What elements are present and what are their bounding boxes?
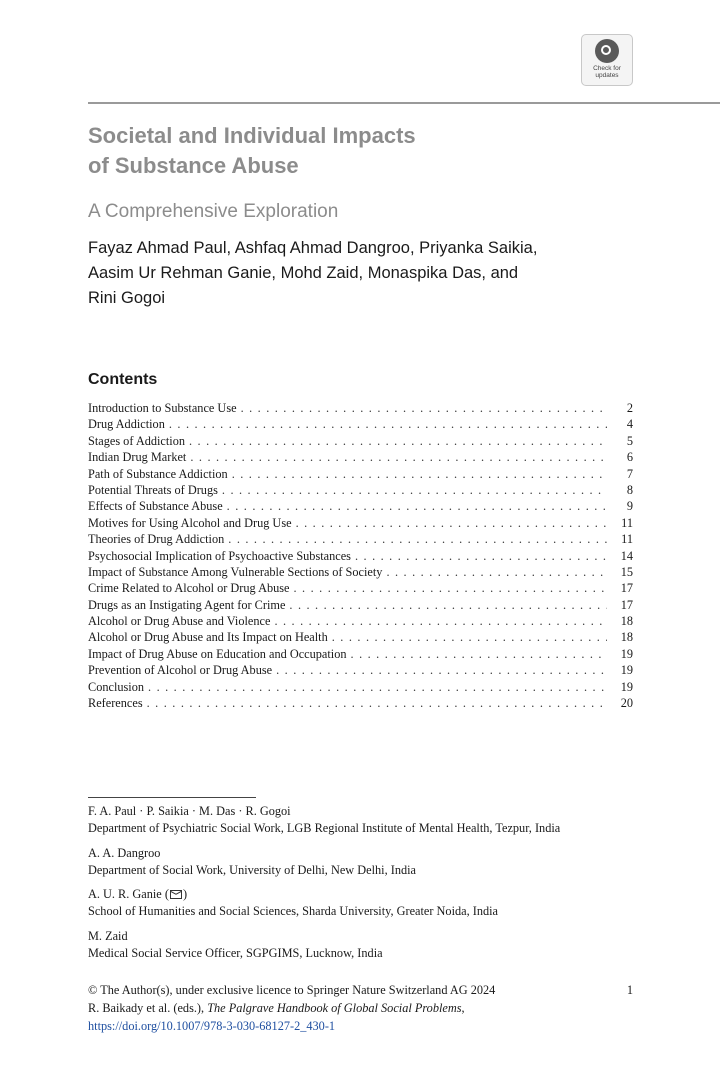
toc-entry-title: References xyxy=(88,696,143,711)
toc-leader xyxy=(289,597,607,613)
toc-entry[interactable] xyxy=(88,662,633,678)
toc-entry-page: 5 xyxy=(626,433,633,448)
toc-entry[interactable] xyxy=(88,679,633,695)
toc-entry-title: Psychosocial Implication of Psychoactive Substances xyxy=(88,548,351,563)
affiliation-names: A. A. Dangroo xyxy=(88,846,161,860)
doi-link[interactable]: https://doi.org/10.1007/978-3-030-68127-2_430-1 xyxy=(88,1019,336,1033)
authors-line1: Fayaz Ahmad Paul, Ashfaq Ahmad Dangroo, Priyanka Saikia, xyxy=(88,239,538,257)
toc-leader xyxy=(294,580,608,596)
toc-entry-page: 17 xyxy=(620,581,633,596)
toc-entry-title: Effects of Substance Abuse xyxy=(88,499,223,514)
toc-entry-page: 7 xyxy=(626,466,633,481)
toc-entry-page: 18 xyxy=(620,630,633,645)
toc-entry-title: Path of Substance Addiction xyxy=(88,466,228,481)
toc-leader xyxy=(241,400,607,416)
toc-entry-title: Introduction to Substance Use xyxy=(88,401,237,415)
toc-leader xyxy=(351,646,607,662)
affiliation-names: A. U. R. Ganie xyxy=(88,887,162,901)
toc-entry-page: 19 xyxy=(620,663,633,678)
toc-entry[interactable] xyxy=(88,531,633,547)
toc-entry-page: 2 xyxy=(626,401,633,415)
toc-entry-page: 19 xyxy=(620,646,633,661)
toc-entry-page: 15 xyxy=(620,564,633,579)
toc-entry-title: Indian Drug Market xyxy=(88,450,187,465)
citation-suffix: , xyxy=(461,1001,465,1015)
toc-entry[interactable] xyxy=(88,580,633,596)
toc-entry[interactable] xyxy=(88,646,633,662)
badge-label-line2: updates xyxy=(595,72,619,79)
toc-entry-title: Alcohol or Drug Abuse and Violence xyxy=(88,614,271,629)
toc-entry-title: Motives for Using Alcohol and Drug Use xyxy=(88,515,292,530)
toc-leader xyxy=(274,613,607,629)
toc-entry-page: 19 xyxy=(620,679,633,694)
author-list xyxy=(88,236,648,311)
toc-entry-title: Alcohol or Drug Abuse and Its Impact on Health xyxy=(88,630,328,645)
toc-entry[interactable] xyxy=(88,597,633,613)
toc-entry[interactable] xyxy=(88,695,633,711)
affiliation-department: Department of Psychiatric Social Work, LGB Regional Institute of Mental Health, Tezpur, India xyxy=(88,821,561,835)
toc-leader xyxy=(147,695,607,711)
toc-entry[interactable] xyxy=(88,564,633,580)
toc-entry-title: Crime Related to Alcohol or Drug Abuse xyxy=(88,581,290,596)
badge-label-line1: Check for xyxy=(593,65,621,72)
toc-entry[interactable] xyxy=(88,548,633,564)
affiliation-names: M. Zaid xyxy=(88,929,128,943)
toc-entry[interactable] xyxy=(88,416,633,432)
toc-entry-page: 6 xyxy=(626,450,633,465)
affiliation-department: Medical Social Service Officer, SGPGIMS, Lucknow, India xyxy=(88,946,383,960)
chapter-subtitle: A Comprehensive Exploration xyxy=(88,201,339,222)
affiliation-block xyxy=(88,845,648,879)
toc-entry-page: 14 xyxy=(620,548,633,563)
toc-entry-title: Potential Threats of Drugs xyxy=(88,482,218,497)
toc-entry[interactable] xyxy=(88,482,633,498)
toc-leader xyxy=(227,498,607,514)
check-updates-icon xyxy=(595,39,619,63)
toc-leader xyxy=(169,416,607,432)
table-of-contents xyxy=(88,400,633,711)
contents-heading: Contents xyxy=(88,371,158,388)
toc-entry-title: Impact of Substance Among Vulnerable Sections of Society xyxy=(88,564,383,579)
affiliation-department: School of Humanities and Social Sciences, Sharda University, Greater Noida, India xyxy=(88,904,499,918)
toc-entry-title: Conclusion xyxy=(88,679,145,694)
toc-entry[interactable] xyxy=(88,449,633,465)
toc-leader xyxy=(190,449,607,465)
toc-entry-page: 4 xyxy=(626,417,633,432)
toc-entry[interactable] xyxy=(88,498,633,514)
toc-entry-page: 9 xyxy=(626,499,633,514)
toc-leader xyxy=(332,629,607,645)
toc-entry-page: 17 xyxy=(620,597,633,612)
authors-line3: Rini Gogoi xyxy=(88,289,166,307)
affiliation-names: F. A. Paul · P. Saikia · M. Das · R. Gogoi xyxy=(88,804,291,818)
check-for-updates-badge[interactable] xyxy=(581,34,633,86)
citation-line xyxy=(88,999,633,1017)
toc-entry-title: Prevention of Alcohol or Drug Abuse xyxy=(88,663,273,678)
toc-entry[interactable] xyxy=(88,613,633,629)
book-title: The Palgrave Handbook of Global Social Problems xyxy=(207,1001,462,1015)
affiliation-department: Department of Social Work, University of Delhi, New Delhi, India xyxy=(88,863,416,877)
toc-entry-page: 8 xyxy=(626,482,633,497)
toc-entry-page: 20 xyxy=(620,696,633,711)
toc-entry-page: 11 xyxy=(621,515,633,530)
toc-leader xyxy=(232,466,607,482)
toc-entry-page: 18 xyxy=(620,614,633,629)
toc-entry-title: Stages of Addiction xyxy=(88,433,185,448)
envelope-icon[interactable] xyxy=(170,890,182,899)
chapter-footer xyxy=(88,981,633,1035)
affiliation-block xyxy=(88,803,648,837)
toc-leader xyxy=(276,662,607,678)
toc-entry[interactable] xyxy=(88,629,633,645)
toc-leader xyxy=(148,679,607,695)
page-number: 1 xyxy=(626,983,633,997)
toc-leader xyxy=(189,433,607,449)
affiliation-block: A. U. R. Ganie ( ) School of Humanities and Social Sciences, Sharda University, Greater Noida, India xyxy=(88,886,648,920)
toc-entry-title: Drugs as an Instigating Agent for Crime xyxy=(88,597,286,612)
toc-leader xyxy=(386,564,607,580)
toc-leader xyxy=(228,531,607,547)
footnote-rule xyxy=(88,797,256,798)
authors-line2: Aasim Ur Rehman Ganie, Mohd Zaid, Monaspika Das, and xyxy=(88,264,519,282)
toc-leader xyxy=(355,548,607,564)
chapter-title xyxy=(88,121,648,181)
chapter-title-line1: Societal and Individual Impacts xyxy=(88,123,416,148)
copyright-line: © The Author(s), under exclusive licence to Springer Nature Switzerland AG 2024 xyxy=(88,983,496,997)
toc-entry[interactable] xyxy=(88,466,633,482)
toc-entry-title: Drug Addiction xyxy=(88,417,165,432)
affiliation-block xyxy=(88,928,648,962)
chapter-title-line2: of Substance Abuse xyxy=(88,153,299,178)
citation-prefix: R. Baikady et al. (eds.), xyxy=(88,1001,208,1015)
toc-leader xyxy=(296,515,607,531)
toc-entry-page: 11 xyxy=(621,532,633,547)
toc-entry[interactable] xyxy=(88,433,633,449)
header-rule xyxy=(88,102,720,104)
toc-entry[interactable] xyxy=(88,400,633,416)
toc-entry-title: Impact of Drug Abuse on Education and Occupation xyxy=(88,646,347,661)
toc-entry-title: Theories of Drug Addiction xyxy=(88,532,225,547)
toc-leader xyxy=(222,482,607,498)
toc-entry[interactable] xyxy=(88,515,633,531)
